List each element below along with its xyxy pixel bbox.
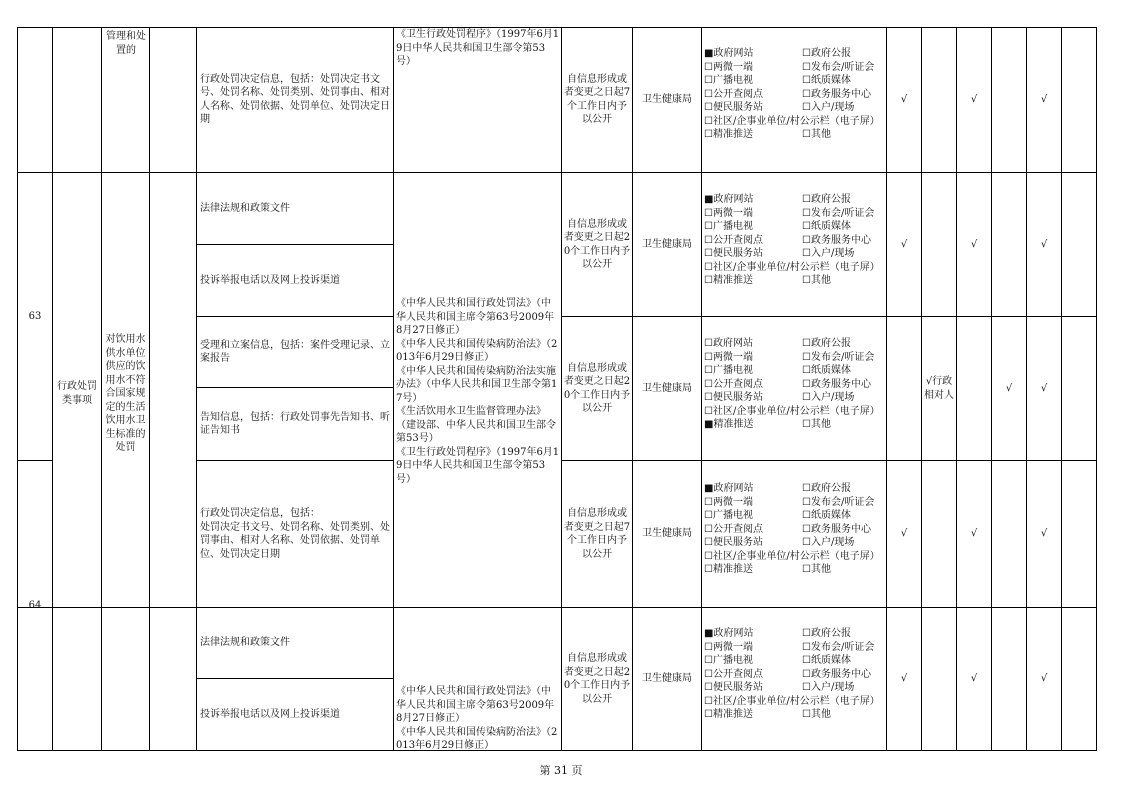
channel-option: ☐社区/企事业单位/村公示栏（电子屏） [704, 115, 880, 127]
channel-option: ☐政务服务中心 [802, 668, 871, 680]
channel-option: ☐精准推送 [704, 564, 753, 575]
channel-option: ☐便民服务站 [704, 682, 763, 693]
channel-option: ☐纸质媒体 [802, 365, 851, 376]
check-text: √ [1040, 382, 1048, 394]
row-number-64 [18, 461, 52, 750]
channel-option: ☐入户/现场 [802, 537, 855, 548]
channel-option: ■政府网站 [704, 194, 754, 205]
channel-options [704, 337, 884, 432]
row-number-text: 63 [28, 310, 42, 322]
channel-option: ☐便民服务站 [704, 537, 763, 548]
content-laws-text: 法律法规和政策文件 [200, 637, 290, 649]
channel-option: ☐便民服务站 [704, 392, 763, 403]
check-64-2 [957, 608, 991, 750]
channel-option: ■精准推送 [704, 419, 754, 430]
channel-option: ■政府网站 [704, 48, 754, 59]
channel-option: ☐政务服务中心 [802, 378, 871, 390]
subject-63: 对饮用水供水单位供应的饮用水不符合国家规定的生活饮用水卫生标准的处罚 [105, 334, 146, 453]
check-text: √ [900, 238, 908, 250]
channel-option: ☐政府公报 [802, 628, 851, 639]
check-prev-3 [1027, 28, 1061, 171]
content-laws-text: 法律法规和政策文件 [200, 202, 290, 214]
channel-option: ☐入户/现场 [802, 682, 855, 693]
basis-63: 《中华人民共和国行政处罚法》（中华人民共和国主席令第63号2009年8月27日修正） 《中华人民共和国传染病防治法》（2013年6月29日修正） 《中华人民共和国传染病防治法实施办法》（中华人民共和国卫生部令第17号） 《生活饮用水卫生监督管理办法》（建设部、中华人民共和国卫生部令第53号） 《卫生行政处罚程序》（1997年6月19日中华人民共和国卫生部令第53号） [396, 298, 560, 485]
channel-option: ☐其他 [802, 419, 831, 430]
timeline-63a [563, 173, 631, 316]
channel-option: ☐公开查阅点 [704, 88, 763, 100]
timeline-text: 自信息形成或者变更之日起20个工作日内予以公开 [563, 362, 631, 414]
check-64-1 [887, 608, 921, 750]
channel-options [704, 482, 884, 577]
channel-option: ☐政府公报 [802, 338, 851, 349]
category: 行政处罚类事项 [57, 381, 97, 406]
channel-option: ☐广播电视 [704, 221, 753, 232]
channel-option: ☐政务服务中心 [802, 234, 871, 246]
basis-prev: 《卫生行政处罚程序》（1997年6月19日中华人民共和国卫生部令第53号） [396, 29, 560, 67]
channel-option: ☐纸质媒体 [802, 655, 851, 666]
content-prev-decision [200, 28, 390, 171]
channel-option: ☐两微一端 [704, 61, 753, 73]
check-prev-2 [957, 28, 991, 171]
check-63b-2 [992, 317, 1026, 460]
timeline-63c [563, 461, 631, 607]
check-63a-1 [887, 173, 921, 316]
basis-64: 《中华人民共和国行政处罚法》（中华人民共和国主席令第63号2009年8月27日修正） 《中华人民共和国传染病防治法》（2013年6月29日修正） [396, 686, 558, 751]
check-target-text: √行政相对人 [924, 376, 954, 401]
agency-63c [633, 461, 701, 607]
channel-option: ☐发布会/听证会 [802, 61, 875, 73]
check-text: √ [1040, 528, 1048, 540]
content-complaint-63 [200, 245, 390, 316]
channel-option: ☐入户/现场 [802, 102, 855, 113]
content-notice-63 [200, 388, 390, 460]
timeline-text: 自信息形成或者变更之日起7个工作日内予以公开 [563, 508, 631, 560]
channel-option: ☐广播电视 [704, 365, 753, 376]
channel-option: ☐广播电视 [704, 510, 753, 521]
channel-option: ☐政府公报 [802, 194, 851, 205]
channel-option: ☐两微一端 [704, 351, 753, 363]
agency-prev-text: 卫生健康局 [642, 93, 692, 105]
agency-text: 卫生健康局 [642, 382, 692, 394]
channel-option: ☐政府公报 [802, 483, 851, 494]
channel-option: ☐公开查阅点 [704, 234, 763, 246]
row-number-63 [18, 173, 52, 460]
channel-option: ☐两微一端 [704, 207, 753, 219]
agency-63b [633, 317, 701, 460]
check-63a-3 [1027, 173, 1061, 316]
channel-option: ☐两微一端 [704, 641, 753, 653]
check-63b-3 [1027, 317, 1061, 460]
channel-options [704, 627, 884, 722]
channel-option: ☐政府网站 [704, 338, 753, 349]
channel-option: ☐纸质媒体 [802, 75, 851, 86]
check-text: √ [970, 528, 978, 540]
timeline-text: 自信息形成或者变更之日起20个工作日内予以公开 [563, 653, 631, 705]
channel-option: ☐其他 [802, 129, 831, 140]
timeline-prev-text: 自信息形成或者变更之日起7个工作日内予以公开 [563, 73, 631, 125]
agency-text: 卫生健康局 [642, 673, 692, 685]
content-laws-64 [200, 608, 390, 678]
channel-option: ☐精准推送 [704, 275, 753, 286]
agency-text: 卫生健康局 [642, 238, 692, 250]
channel-option: ☐入户/现场 [802, 248, 855, 259]
agency-64 [633, 608, 701, 750]
content-complaint-text: 投诉举报电话以及网上投诉渠道 [200, 708, 340, 720]
agency-prev [633, 28, 701, 171]
check-63c-2 [957, 461, 991, 607]
content-decision-text: 行政处罚决定信息，包括： 处罚决定书文号、处罚名称、处罚类别、处罚事由、相对人名称、处罚依据、处罚单位、处罚决定日期 [200, 508, 390, 560]
channel-options [704, 47, 884, 142]
timeline-text: 自信息形成或者变更之日起20个工作日内予以公开 [563, 218, 631, 270]
content-decision-63 [200, 461, 390, 607]
check-text: √ [1040, 673, 1048, 685]
channel-option: ☐便民服务站 [704, 102, 763, 113]
check-text: √ [900, 673, 908, 685]
channel-option: ☐公开查阅点 [704, 668, 763, 680]
content-prev-text: 行政处罚决定信息，包括：处罚决定书文号、处罚名称、处罚类别、处罚事由、相对人名称、处罚依据、处罚单位、处罚决定日期 [200, 73, 390, 125]
channel-option: ☐社区/企事业单位/村公示栏（电子屏） [704, 405, 880, 417]
agency-63a [633, 173, 701, 316]
check-text: √ [970, 93, 978, 105]
check-text: √ [900, 93, 908, 105]
channel-option: ■政府网站 [704, 628, 754, 639]
channel-option: ☐社区/企事业单位/村公示栏（电子屏） [704, 550, 880, 562]
timeline-64 [563, 608, 631, 750]
channel-option: ☐精准推送 [704, 129, 753, 140]
channel-option: ☐广播电视 [704, 655, 753, 666]
check-prev-1 [887, 28, 921, 171]
row-number-text: 64 [28, 599, 42, 611]
check-text: √ [1040, 93, 1048, 105]
channel-option: ☐政府公报 [802, 48, 851, 59]
check-text: √ [970, 673, 978, 685]
check-text: √ [900, 528, 908, 540]
channel-option: ☐入户/现场 [802, 392, 855, 403]
channel-option: ☐其他 [802, 275, 831, 286]
check-63c-1 [887, 461, 921, 607]
channel-option: ☐纸质媒体 [802, 510, 851, 521]
channel-option: ☐发布会/听证会 [802, 207, 875, 219]
check-text: √ [1005, 382, 1013, 394]
channel-option: ☐纸质媒体 [802, 221, 851, 232]
channel-option: ☐公开查阅点 [704, 378, 763, 390]
content-complaint-64 [200, 679, 390, 750]
channel-option: ☐广播电视 [704, 75, 753, 86]
channel-option: ☐社区/企事业单位/村公示栏（电子屏） [704, 695, 880, 707]
check-63b-target [922, 317, 956, 460]
channel-option: ☐便民服务站 [704, 248, 763, 259]
page-number: 第 31 页 [539, 764, 583, 777]
channel-option: ☐发布会/听证会 [802, 641, 875, 653]
check-64-3 [1027, 608, 1061, 750]
channel-option: ☐政务服务中心 [802, 523, 871, 535]
channel-option: ☐其他 [802, 709, 831, 720]
timeline-63b [563, 317, 631, 460]
content-laws-63 [200, 173, 390, 244]
channel-option: ☐两微一端 [704, 496, 753, 508]
content-complaint-text: 投诉举报电话以及网上投诉渠道 [200, 274, 340, 286]
channel-option: ☐发布会/听证会 [802, 496, 875, 508]
agency-text: 卫生健康局 [642, 528, 692, 540]
channel-option: ■政府网站 [704, 483, 754, 494]
channel-option: ☐精准推送 [704, 709, 753, 720]
check-text: √ [970, 238, 978, 250]
check-text: √ [1040, 238, 1048, 250]
timeline-prev [563, 28, 631, 171]
channel-options [704, 193, 884, 288]
channel-option: ☐社区/企事业单位/村公示栏（电子屏） [704, 261, 880, 273]
subject-prev: 管理和处置的 [106, 31, 146, 56]
check-63c-3 [1027, 461, 1061, 607]
content-notice-text: 告知信息，包括：行政处罚事先告知书、听证告知书 [200, 411, 390, 436]
channel-option: ☐政务服务中心 [802, 88, 871, 100]
channel-option: ☐公开查阅点 [704, 523, 763, 535]
channel-option: ☐其他 [802, 564, 831, 575]
content-accept-text: 受理和立案信息，包括：案件受理记录、立案报告 [200, 339, 390, 364]
content-accept-63 [200, 317, 390, 387]
check-63a-2 [957, 173, 991, 316]
channel-option: ☐发布会/听证会 [802, 351, 875, 363]
